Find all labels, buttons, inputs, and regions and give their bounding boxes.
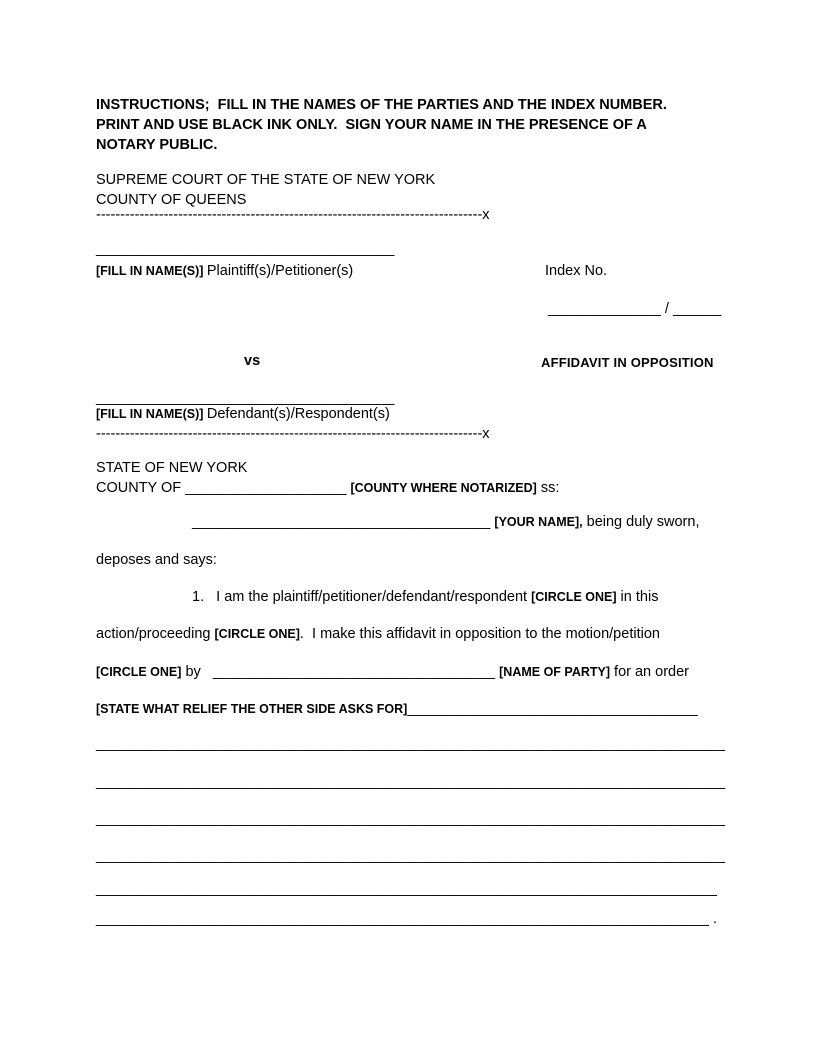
p3-by: by	[181, 664, 213, 680]
county-notarized-bracket: [COUNTY WHERE NOTARIZED]	[350, 481, 537, 495]
circle-one-bracket-2: [CIRCLE ONE]	[214, 627, 300, 641]
defendant-caption-line	[96, 405, 390, 424]
circle-one-bracket-3: [CIRCLE ONE]	[96, 665, 182, 679]
affiant-name-line	[192, 513, 699, 532]
relief-fill-line-6: ____________________________________________________________________________ .	[96, 911, 717, 927]
party-name-blank: ___________________________________	[212, 664, 500, 680]
relief-fill-line-4: ______________________________________________________________________________	[96, 848, 726, 864]
paragraph1-line2	[96, 625, 660, 644]
vs-label: vs	[244, 353, 261, 369]
instructions-line-1: INSTRUCTIONS; FILL IN THE NAMES OF THE PARTIES AND THE INDEX NUMBER.	[96, 97, 667, 113]
relief-fill-line-1: ______________________________________________________________________________	[96, 736, 726, 752]
defendant-role-label: Defendant(s)/Respondent(s)	[206, 406, 390, 422]
circle-one-bracket-1: [CIRCLE ONE]	[531, 590, 617, 604]
instructions-line-3: NOTARY PUBLIC.	[96, 137, 218, 153]
index-no-label: Index No.	[545, 263, 608, 279]
p1-end: in this	[616, 589, 659, 605]
p2-end: . I make this affidavit in opposition to the motion/petition	[299, 626, 660, 642]
caption-divider-top: --------------------------------------------------------------------------------x	[96, 207, 490, 223]
deposes-line: deposes and says:	[96, 552, 217, 568]
p3-end: for an order	[610, 664, 690, 680]
venue-state: STATE OF NEW YORK	[96, 460, 248, 476]
relief-fill-line-3: ______________________________________________________________________________	[96, 811, 726, 827]
name-of-party-bracket: [NAME OF PARTY]	[499, 665, 611, 679]
plaintiff-role-label: Plaintiff(s)/Petitioner(s)	[206, 263, 354, 279]
sworn-text: being duly sworn,	[582, 514, 700, 530]
defendant-name-blank: _____________________________________	[96, 390, 395, 406]
relief-bracket: [STATE WHAT RELIEF THE OTHER SIDE ASKS FOR]	[96, 702, 408, 716]
p2-text: action/proceeding	[96, 626, 215, 642]
defendant-bracket-label: [FILL IN NAME(S)]	[96, 407, 207, 421]
document-title: AFFIDAVIT IN OPPOSITION	[541, 355, 714, 370]
plaintiff-bracket-label: [FILL IN NAME(S)]	[96, 264, 207, 278]
instructions-line-2: PRINT AND USE BLACK INK ONLY. SIGN YOUR NAME IN THE PRESENCE OF A	[96, 117, 647, 133]
county-name: COUNTY OF QUEENS	[96, 192, 247, 208]
plaintiff-caption-line	[96, 262, 353, 281]
venue-county-line	[96, 479, 559, 498]
paragraph1-line3	[96, 663, 689, 682]
index-no-blank: ______________ / ______	[548, 301, 722, 317]
affiant-name-blank: _____________________________________	[192, 514, 495, 530]
caption-divider-bottom: --------------------------------------------------------------------------------x	[96, 426, 490, 442]
plaintiff-name-blank: _____________________________________	[96, 241, 395, 257]
p1-text: 1. I am the plaintiff/petitioner/defendant/respondent	[192, 589, 532, 605]
paragraph1-line4	[96, 700, 698, 719]
paragraph1-line1	[192, 588, 658, 607]
venue-county-prefix: COUNTY OF ____________________	[96, 480, 351, 496]
relief-fill-line-5: _____________________________________________________________________________	[96, 881, 717, 897]
your-name-bracket: [YOUR NAME],	[494, 515, 583, 529]
court-name: SUPREME COURT OF THE STATE OF NEW YORK	[96, 172, 436, 188]
ss-label: ss:	[536, 480, 560, 496]
relief-fill-line-2: ______________________________________________________________________________	[96, 774, 726, 790]
relief-blank-start: ____________________________________	[407, 701, 698, 717]
